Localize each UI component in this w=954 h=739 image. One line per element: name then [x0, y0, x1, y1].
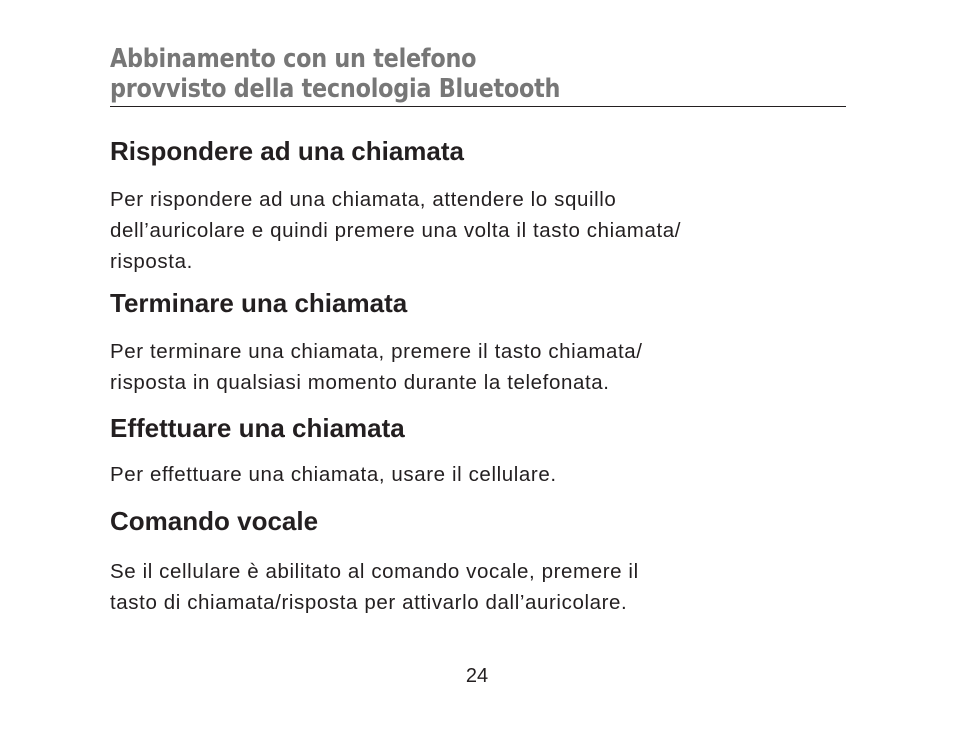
- body-line: risposta in qualsiasi momento durante la telefonata.: [110, 371, 610, 394]
- section-body: [110, 556, 850, 618]
- section-body: [110, 336, 850, 398]
- section-voice-command: [110, 506, 850, 618]
- section-body: [110, 184, 850, 277]
- section-answer-call: [110, 136, 850, 277]
- body-line: Per terminare una chiamata, premere il tasto chiamata/: [110, 340, 643, 363]
- body-line: risposta.: [110, 250, 193, 273]
- section-end-call: [110, 288, 850, 398]
- section-heading: Effettuare una chiamata: [110, 413, 405, 443]
- section-heading: Comando vocale: [110, 506, 319, 536]
- section-heading: Rispondere ad una chiamata: [110, 136, 464, 166]
- page-number: 24: [465, 665, 489, 687]
- section-body: [110, 459, 850, 490]
- manual-page: [110, 44, 850, 614]
- chapter-title-line-1: Abbinamento con un telefono: [110, 44, 477, 74]
- body-line: tasto di chiamata/risposta per attivarlo dall’auricolare.: [110, 591, 628, 614]
- chapter-title-line-2: provvisto della tecnologia Bluetooth: [110, 74, 561, 104]
- section-make-call: [110, 413, 850, 490]
- body-line: dell’auricolare e quindi premere una volta il tasto chiamata/: [110, 219, 682, 242]
- body-line: Per rispondere ad una chiamata, attendere lo squillo: [110, 188, 617, 211]
- chapter-title: [110, 44, 746, 104]
- body-line: Se il cellulare è abilitato al comando vocale, premere il: [110, 560, 639, 583]
- body-line: Per effettuare una chiamata, usare il cellulare.: [110, 463, 557, 486]
- section-heading: Terminare una chiamata: [110, 288, 408, 318]
- chapter-title-rule: [110, 106, 846, 107]
